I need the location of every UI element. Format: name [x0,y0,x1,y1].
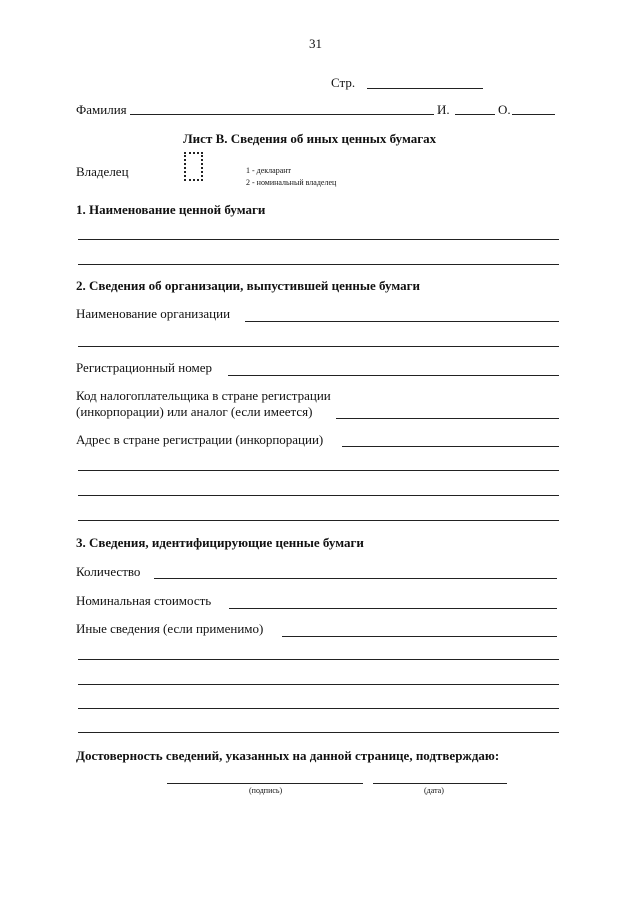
security-name-line-2[interactable] [78,264,559,265]
patronymic-initial-field[interactable] [512,114,555,115]
reg-number-label: Регистрационный номер [76,360,212,375]
date-field[interactable] [373,783,507,784]
surname-field[interactable] [130,114,434,115]
other-info-line-5[interactable] [78,732,559,733]
sheet-title: Лист В. Сведения об иных ценных бумагах [183,131,437,146]
quantity-label: Количество [76,564,141,579]
address-line-4[interactable] [78,520,559,521]
owner-code-box[interactable] [184,152,203,181]
signature-field[interactable] [167,783,363,784]
org-name-field[interactable] [245,321,559,322]
section2-heading: 2. Сведения об организации, выпустившей ценные бумаги [76,278,420,293]
org-name-label: Наименование организации [76,306,231,321]
other-info-line-3[interactable] [78,684,559,685]
security-name-line-1[interactable] [78,239,559,240]
page-number: 31 [309,36,322,51]
other-info-line-2[interactable] [78,659,559,660]
surname-label: Фамилия [76,102,127,117]
name-initial-field[interactable] [455,114,495,115]
page-label: Стр. [331,75,356,90]
nominal-value-label: Номинальная стоимость [76,593,212,608]
tax-code-label-line2: (инкорпорации) или аналог (если имеется) [76,404,313,419]
name-initial-label: И. [437,102,450,117]
date-caption: (дата) [424,786,444,795]
owner-option-1: 1 - декларант [246,166,292,175]
section3-heading: 3. Сведения, идентифицирующие ценные бумаги [76,535,364,550]
patronymic-initial-label: О. [498,102,511,117]
confirmation-text: Достоверность сведений, указанных на данной странице, подтверждаю: [76,748,500,763]
org-name-line-2[interactable] [78,346,559,347]
signature-caption: (подпись) [249,786,283,795]
address-label: Адрес в стране регистрации (инкорпорации) [76,432,324,447]
other-info-field[interactable] [282,636,557,637]
other-info-line-4[interactable] [78,708,559,709]
address-line-2[interactable] [78,470,559,471]
quantity-field[interactable] [154,578,557,579]
reg-number-field[interactable] [228,375,559,376]
address-line-3[interactable] [78,495,559,496]
owner-label: Владелец [76,164,129,179]
tax-code-label-line1: Код налогоплательщика в стране регистрации [76,388,331,403]
address-field[interactable] [342,446,559,447]
owner-option-2: 2 - номинальный владелец [246,178,337,187]
section1-heading: 1. Наименование ценной бумаги [76,202,266,217]
nominal-value-field[interactable] [229,608,557,609]
other-info-label: Иные сведения (если применимо) [76,621,264,636]
page-field[interactable] [367,88,483,89]
tax-code-field[interactable] [336,418,559,419]
